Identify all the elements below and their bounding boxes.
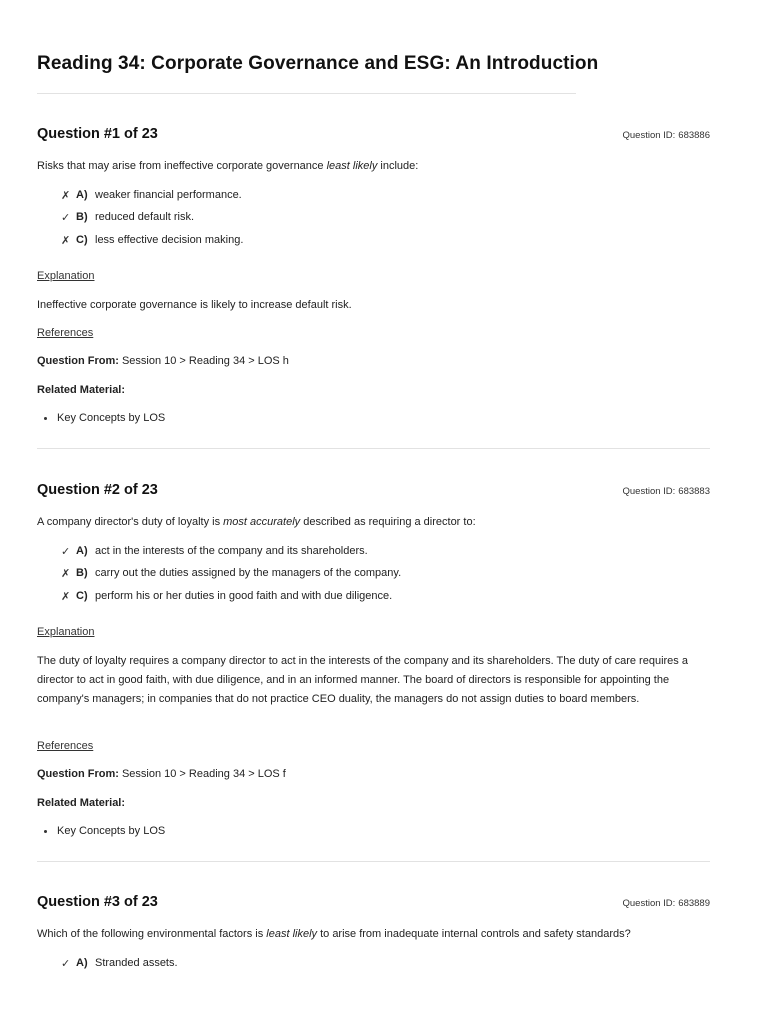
list-item[interactable]: Key Concepts by LOS [44, 412, 165, 424]
references-label[interactable]: References [37, 740, 94, 752]
explanation-label[interactable]: Explanation [37, 626, 95, 638]
related-material-list [44, 825, 165, 837]
question-stem: A company director's duty of loyalty is most accurately described as requiring a director to: [37, 516, 476, 528]
explanation-label[interactable]: Explanation [37, 270, 95, 282]
list-item[interactable]: Key Concepts by LOS [44, 825, 165, 837]
question-stem: Which of the following environmental factors is least likely to arise from inadequate internal controls and safety standards? [37, 928, 631, 940]
answer-option-b[interactable]: ✗ B) carry out the duties assigned by the managers of the company. [61, 567, 402, 581]
references-label[interactable]: References [37, 327, 94, 339]
question-2 [37, 482, 710, 837]
question-from: Question From: Session 10 > Reading 34 > LOS h [37, 355, 289, 367]
related-material-list [44, 412, 165, 424]
question-header [37, 126, 710, 146]
check-icon: ✓ [61, 958, 71, 970]
answer-option-c[interactable]: ✗ C) perform his or her duties in good faith and with due diligence. [61, 589, 393, 603]
question-1 [37, 126, 710, 424]
question-stem: Risks that may arise from ineffective corporate governance least likely include: [37, 160, 419, 172]
answer-option-a[interactable]: ✓ A) Stranded assets. [61, 957, 178, 970]
question-header [37, 482, 710, 502]
question-from: Question From: Session 10 > Reading 34 > LOS f [37, 768, 286, 780]
cross-icon: ✗ [61, 234, 71, 247]
title-divider [37, 93, 576, 94]
check-icon: ✓ [61, 546, 71, 558]
question-divider [37, 861, 710, 862]
question-number: Question #1 of 23 [37, 126, 158, 142]
page-title: Reading 34: Corporate Governance and ESG: An Introduction [37, 53, 599, 74]
related-material-label: Related Material: [37, 797, 126, 809]
question-number: Question #3 of 23 [37, 894, 158, 910]
cross-icon: ✗ [61, 190, 71, 202]
question-header [37, 894, 710, 914]
explanation-text: Ineffective corporate governance is likely to increase default risk. [37, 299, 352, 311]
answer-option-a[interactable]: ✗ A) weaker financial performance. [61, 189, 242, 202]
answer-options [61, 957, 178, 979]
answer-option-c[interactable]: ✗ C) less effective decision making. [61, 233, 244, 247]
answer-options [61, 189, 243, 256]
answer-option-b[interactable]: ✓ B) reduced default risk. [61, 211, 195, 225]
question-id: Question ID: 683889 [622, 898, 710, 909]
question-number: Question #2 of 23 [37, 482, 158, 498]
question-id: Question ID: 683886 [622, 130, 710, 141]
cross-icon: ✗ [61, 568, 71, 581]
answer-options [61, 545, 401, 612]
question-3 [37, 894, 710, 970]
cross-icon: ✗ [61, 590, 71, 603]
check-icon: ✓ [61, 212, 71, 225]
related-material-label: Related Material: [37, 384, 126, 396]
answer-option-a[interactable]: ✓ A) act in the interests of the company and its shareholders. [61, 545, 368, 558]
question-id: Question ID: 683883 [622, 486, 710, 497]
question-divider [37, 448, 710, 449]
explanation-text: The duty of loyalty requires a company director to act in the interests of the company and its shareholders. The duty of care requires a director to act in good faith, with due diligence, and in an informed manner. The board of directors is responsible for appointing the company's managers; in companies that do not practice CEO duality, the managers do not assign duties to board members. [37, 655, 688, 705]
